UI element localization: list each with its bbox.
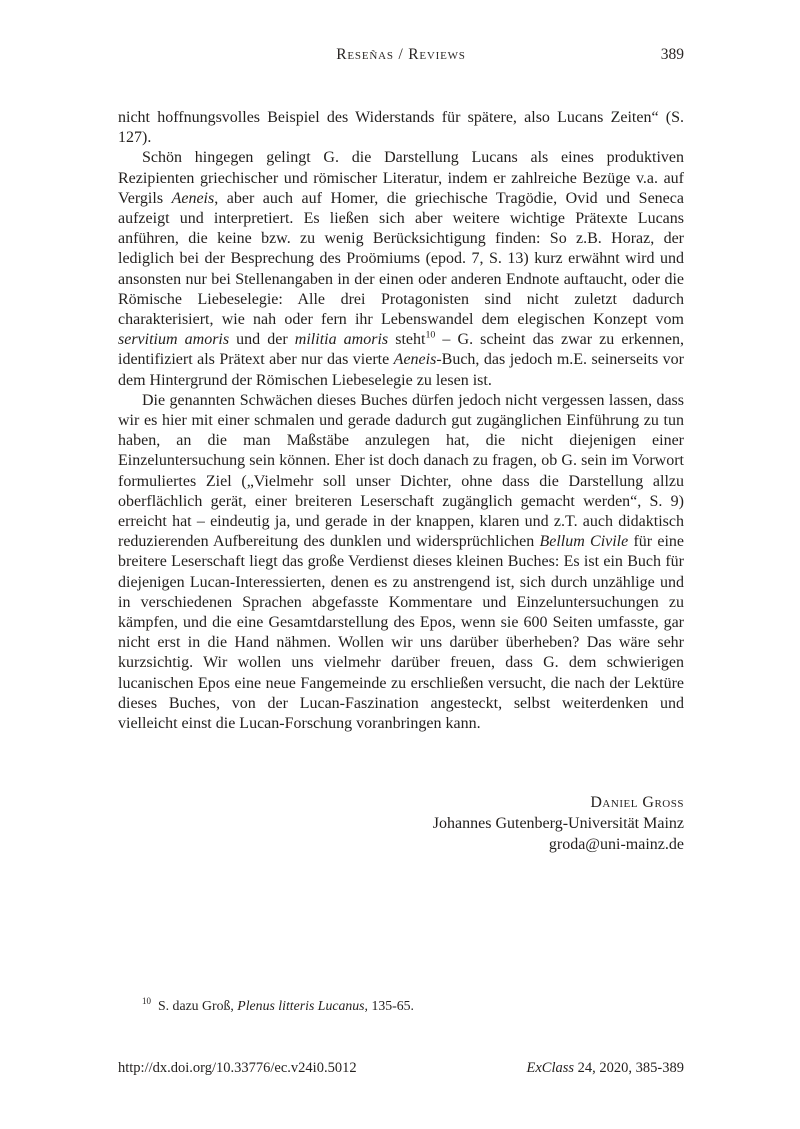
body-text-run: – G. scheint das zwar zu erkennen, identifiziert als Prätext aber nur das vierte — [118, 331, 684, 369]
paragraph — [118, 148, 684, 390]
italic-term: militia amoris — [294, 331, 389, 349]
italic-term: Aeneis — [393, 351, 437, 369]
running-head — [118, 46, 684, 66]
doi-link: http://dx.doi.org/10.33776/ec.v24i0.5012 — [118, 1060, 357, 1076]
page-number: 389 — [660, 46, 684, 63]
journal-citation — [527, 1059, 685, 1077]
journal-name: ExClass — [526, 1060, 575, 1076]
body-text-run: Die genannten Schwächen dieses Buches dürfen jedoch nicht vergessen lassen, dass wir es hier mit einer schmalen und gerade dadurch gut zugänglichen Einführung zu tun haben, an die man Maßstäbe anzulegen hat, die nicht diejenigen einer Einzeluntersuchung sein können. Eher ist doch danach zu fragen, ob G. sein im Vorwort formuliertes Ziel („Vielmehr soll unser Dichter, ohne dass die Darstellung allzu oberflächlich gerät, einer breiteren Leserschaft zugänglich gemacht werden“, S. 9) erreicht hat – eindeutig ja, und gerade in der knappen, klaren und z.T. auch didaktisch reduzierenden Aufbereitung des dunklen und widersprüchlichen — [118, 391, 684, 551]
italic-term: servitium amoris — [118, 331, 230, 349]
footnote — [118, 997, 684, 1014]
reviewer-email: groda@uni-mainz.de — [548, 835, 684, 853]
footnote-text: , 135-65. — [364, 998, 414, 1013]
section-title: Reseñas / Reviews — [336, 46, 466, 63]
body-text-run: nicht hoffnungsvolles Beispiel des Widerstands für spätere, also Lucans Zeiten“ (S. 127). — [118, 109, 684, 147]
review-body — [118, 108, 684, 734]
italic-term: Bellum Civile — [539, 533, 629, 551]
footnote-marker: 10 — [142, 996, 151, 1007]
body-text-run: für eine breitere Leserschaft liegt das große Verdienst dieses kleinen Buches: Es ist ein Buch für diejenigen Lucan-Interessierten, denen es zu anstrengend ist, sich durch unzählige und in verschiedenen Sprachen abgefasste Kommentare und Einzeluntersuchungen zu kämpfen, und die eine Gesamtdarstellung des Epos, wenn sie 600 Seiten umfasste, gar nicht erst in die Hand nähmen. Wollen wir uns darüber überheben? Das wäre sehr kurzsichtig. Wir wollen uns vielmehr darüber freuen, dass G. dem schwierigen lucanischen Epos eine neue Fangemeinde zu erschließen versucht, die nach der Lektüre dieses Buches, von der Lucan-Faszination angesteckt, selbst weiterdenken und vielleicht einst die Lucan-Forschung voranbringen kann. — [118, 533, 684, 733]
footnote-text: S. dazu Groß, — [157, 998, 238, 1013]
body-text-run: steht — [388, 331, 426, 349]
body-text-run: , aber auch auf Homer, die griechische Tragödie, Ovid und Seneca aufzeigt und interpretiert. Es ließen sich aber weitere wichtige Prätexte Lucans anführen, die keine bzw. zu wenig Berücksichtigung finden: So z.B. Horaz, der lediglich bei der Besprechung des Proömiums (epod. 7, S. 13) kurz erwähnt wird und ansonsten nur bei Stellenangaben in der einen oder anderen Endnote auftaucht, oder die Römische Liebeselegie: Alle drei Protagonisten sind nicht zuletzt dadurch charakterisiert, wie nah oder fern ihr Lebenswandel dem elegischen Konzept vom — [118, 189, 684, 329]
italic-term: Aeneis — [171, 189, 215, 207]
reviewer-name: Daniel Gross — [590, 794, 684, 811]
journal-issue: 24, 2020, 385-389 — [574, 1060, 684, 1076]
footnote-reference: 10 — [425, 329, 436, 341]
body-text-run: Schön hingegen gelingt G. die Darstellung Lucans als eines produktiven Rezipienten griechischer und römischer Literatur, indem er zahlreiche Bezüge v.a. auf Vergils — [118, 149, 684, 207]
page-footer — [118, 1059, 684, 1077]
paragraph — [118, 391, 684, 734]
footnote-italic-title: Plenus litteris Lucanus — [237, 998, 365, 1013]
body-text-run: und der — [229, 331, 295, 349]
signature-block — [118, 793, 684, 855]
paragraph-continuation — [118, 108, 684, 148]
body-text-run: -Buch, das jedoch m.E. seinerseits vor dem Hintergrund der Römischen Liebeselegie zu lesen ist. — [118, 351, 684, 389]
reviewer-affiliation: Johannes Gutenberg-Universität Mainz — [432, 814, 684, 832]
